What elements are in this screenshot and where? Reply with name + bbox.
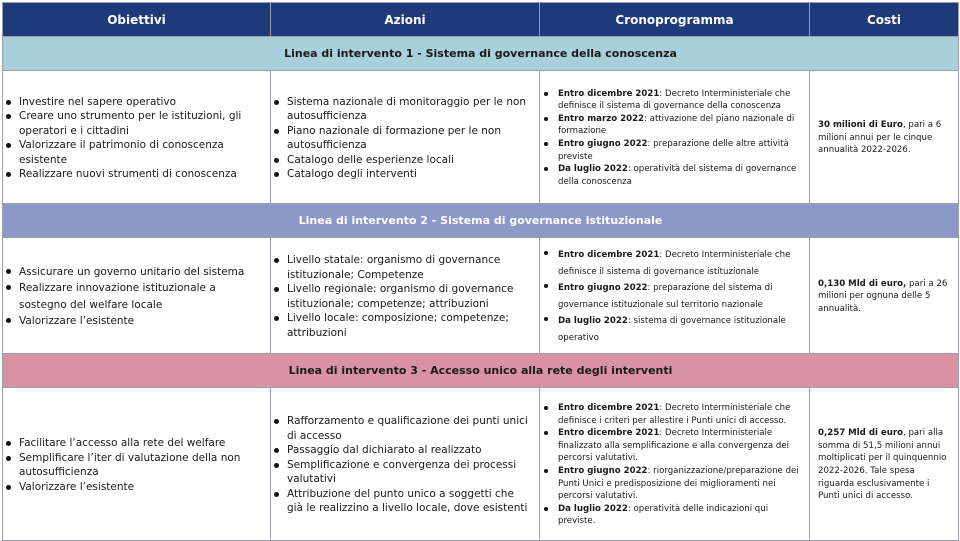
cost-amount: 0,257 Mld di euro [818, 428, 903, 439]
action-item: Catalogo degli interventi [271, 167, 533, 182]
action-item: Catalogo delle esperienze locali [271, 153, 533, 168]
line-2-objectives [3, 238, 271, 354]
schedule-item [540, 88, 803, 113]
action-item: Semplificazione e convergenza dei processi valutativi [271, 458, 533, 487]
intervention-table [2, 2, 959, 541]
action-item: Passaggio dal dichiarato al realizzato [271, 443, 533, 458]
header-actions: Azioni [271, 3, 540, 37]
schedule-date: Entro dicembre 2021 [558, 88, 660, 99]
schedule-item [540, 138, 803, 163]
objective-item: Realizzare nuovi strumenti di conoscenza [3, 167, 264, 182]
cost-amount: 0,130 Mld di euro, [818, 278, 907, 289]
header-costs: Costi [810, 3, 959, 37]
schedule-text: : preparazione del sistema di governance istituzionale sul territorio nazionale [558, 283, 773, 310]
schedule-date: Da luglio 2022 [558, 164, 628, 175]
line-1-objectives [3, 71, 271, 204]
schedule-text: : operatività del sistema di governance della conoscenza [558, 164, 797, 187]
action-item: Livello regionale: organismo di governance istituzionale; competenze; attribuzioni [271, 282, 533, 311]
action-item: Sistema nazionale di monitoraggio per le non autosufficienza [271, 95, 533, 124]
schedule-text: : Decreto Interministeriale che definisce il sistema di governance della conoscenza [558, 88, 791, 112]
objective-item: Valorizzare l’esistente [3, 480, 264, 495]
action-item: Livello statale: organismo di governance istituzionale; Competenze [271, 253, 533, 282]
schedule-date: Entro dicembre 2021 [558, 250, 660, 260]
objective-item: Realizzare innovazione istituzionale a sostegno del welfare locale [3, 280, 264, 313]
objective-item: Investire nel sapere operativo [3, 95, 264, 110]
schedule-text: : attivazione del piano nazionale di formazione [558, 113, 795, 137]
schedule-text: : operatività delle indicazioni qui previste. [558, 503, 769, 527]
line-3-title: Linea di intervento 3 - Accesso unico alla rete degli interventi [3, 354, 959, 388]
line-1-actions [271, 71, 540, 204]
cost-text: , pari a 6 milioni annui per le cinque annualità 2022-2026. [818, 120, 942, 156]
schedule-item [540, 247, 803, 280]
action-item: Attribuzione del punto unico a soggetti che già le realizzino a livello locale, dove esistenti [271, 487, 533, 516]
line-2-schedule [540, 238, 810, 354]
action-item: Rafforzamento e qualificazione dei punti unici di accesso [271, 414, 533, 443]
line-3-cost [810, 388, 959, 541]
line-3-title-row [3, 354, 959, 388]
schedule-text: : Decreto Interministeriale finalizzato alla semplificazione e alla convergenza dei percorsi valutativi. [558, 428, 790, 464]
cost-text: , pari alla somma di 51,5 milioni annui moltiplicati per il quinquennio 2022-2026. Tale spesa riguarda esclusivamente i Punti unici di accesso. [818, 428, 947, 502]
cost-amount: 30 milioni di Euro [818, 120, 903, 131]
schedule-text: : preparazione delle altre attività previste [558, 139, 789, 162]
schedule-text: : riorganizzazione/preparazione dei Punti Unici e predisposizione dei miglioramenti nei percorsi valutativi. [558, 466, 799, 502]
objective-item: Valorizzare l’esistente [3, 313, 264, 330]
schedule-date: Da luglio 2022 [558, 316, 628, 326]
schedule-item [540, 163, 803, 188]
schedule-text: : sistema di governance istituzionale operativo [558, 316, 786, 343]
line-2-actions [271, 238, 540, 354]
schedule-item [540, 402, 803, 427]
line-1-title-row [3, 37, 959, 71]
schedule-date: Entro dicembre 2021 [558, 403, 660, 414]
line-1-title: Linea di intervento 1 - Sistema di governance della conoscenza [3, 37, 959, 71]
objective-item: Assicurare un governo unitario del sistema [3, 264, 264, 281]
line-2-cost [810, 238, 959, 354]
objective-item: Valorizzare il patrimonio di conoscenza esistente [3, 138, 264, 167]
schedule-item [540, 427, 803, 465]
schedule-item [540, 280, 803, 313]
line-3-actions [271, 388, 540, 541]
line-1-schedule [540, 71, 810, 204]
schedule-item [540, 113, 803, 138]
header-row [3, 3, 959, 37]
schedule-date: Da luglio 2022 [558, 503, 628, 514]
action-item: Livello locale: composizione; competenze; attribuzioni [271, 311, 533, 340]
header-schedule: Cronoprogramma [540, 3, 810, 37]
schedule-date: Entro marzo 2022 [558, 113, 645, 124]
line-2-title-row [3, 204, 959, 238]
objective-item: Facilitare l’accesso alla rete del welfare [3, 436, 264, 451]
action-item: Piano nazionale di formazione per le non autosufficienza [271, 124, 533, 153]
header-objectives: Obiettivi [3, 3, 271, 37]
schedule-item [540, 503, 803, 528]
schedule-date: Entro giugno 2022 [558, 139, 648, 149]
objective-item: Creare uno strumento per le istituzioni, gli operatori e i cittadini [3, 109, 264, 138]
schedule-item [540, 465, 803, 503]
cost-text: pari a 26 milioni per ognuna delle 5 annualità. [818, 278, 948, 314]
schedule-date: Entro giugno 2022 [558, 283, 648, 293]
line-2-content-row [3, 238, 959, 354]
schedule-date: Entro giugno 2022 [558, 466, 648, 476]
schedule-text: : Decreto Interministeriale che definisce il sistema di governance istituzionale [558, 250, 791, 277]
objective-item: Semplificare l’iter di valutazione della non autosufficienza [3, 451, 264, 480]
schedule-item [540, 313, 803, 346]
line-2-title: Linea di intervento 2 - Sistema di governance istituzionale [3, 204, 959, 238]
line-1-cost [810, 71, 959, 204]
schedule-text: : Decreto Interministeriale che definisce i criteri per allestire i Punti unici di accesso. [558, 403, 791, 426]
line-3-content-row [3, 388, 959, 541]
line-3-objectives [3, 388, 271, 541]
schedule-date: Entro dicembre 2021 [558, 428, 660, 439]
line-1-content-row [3, 71, 959, 204]
line-3-schedule [540, 388, 810, 541]
